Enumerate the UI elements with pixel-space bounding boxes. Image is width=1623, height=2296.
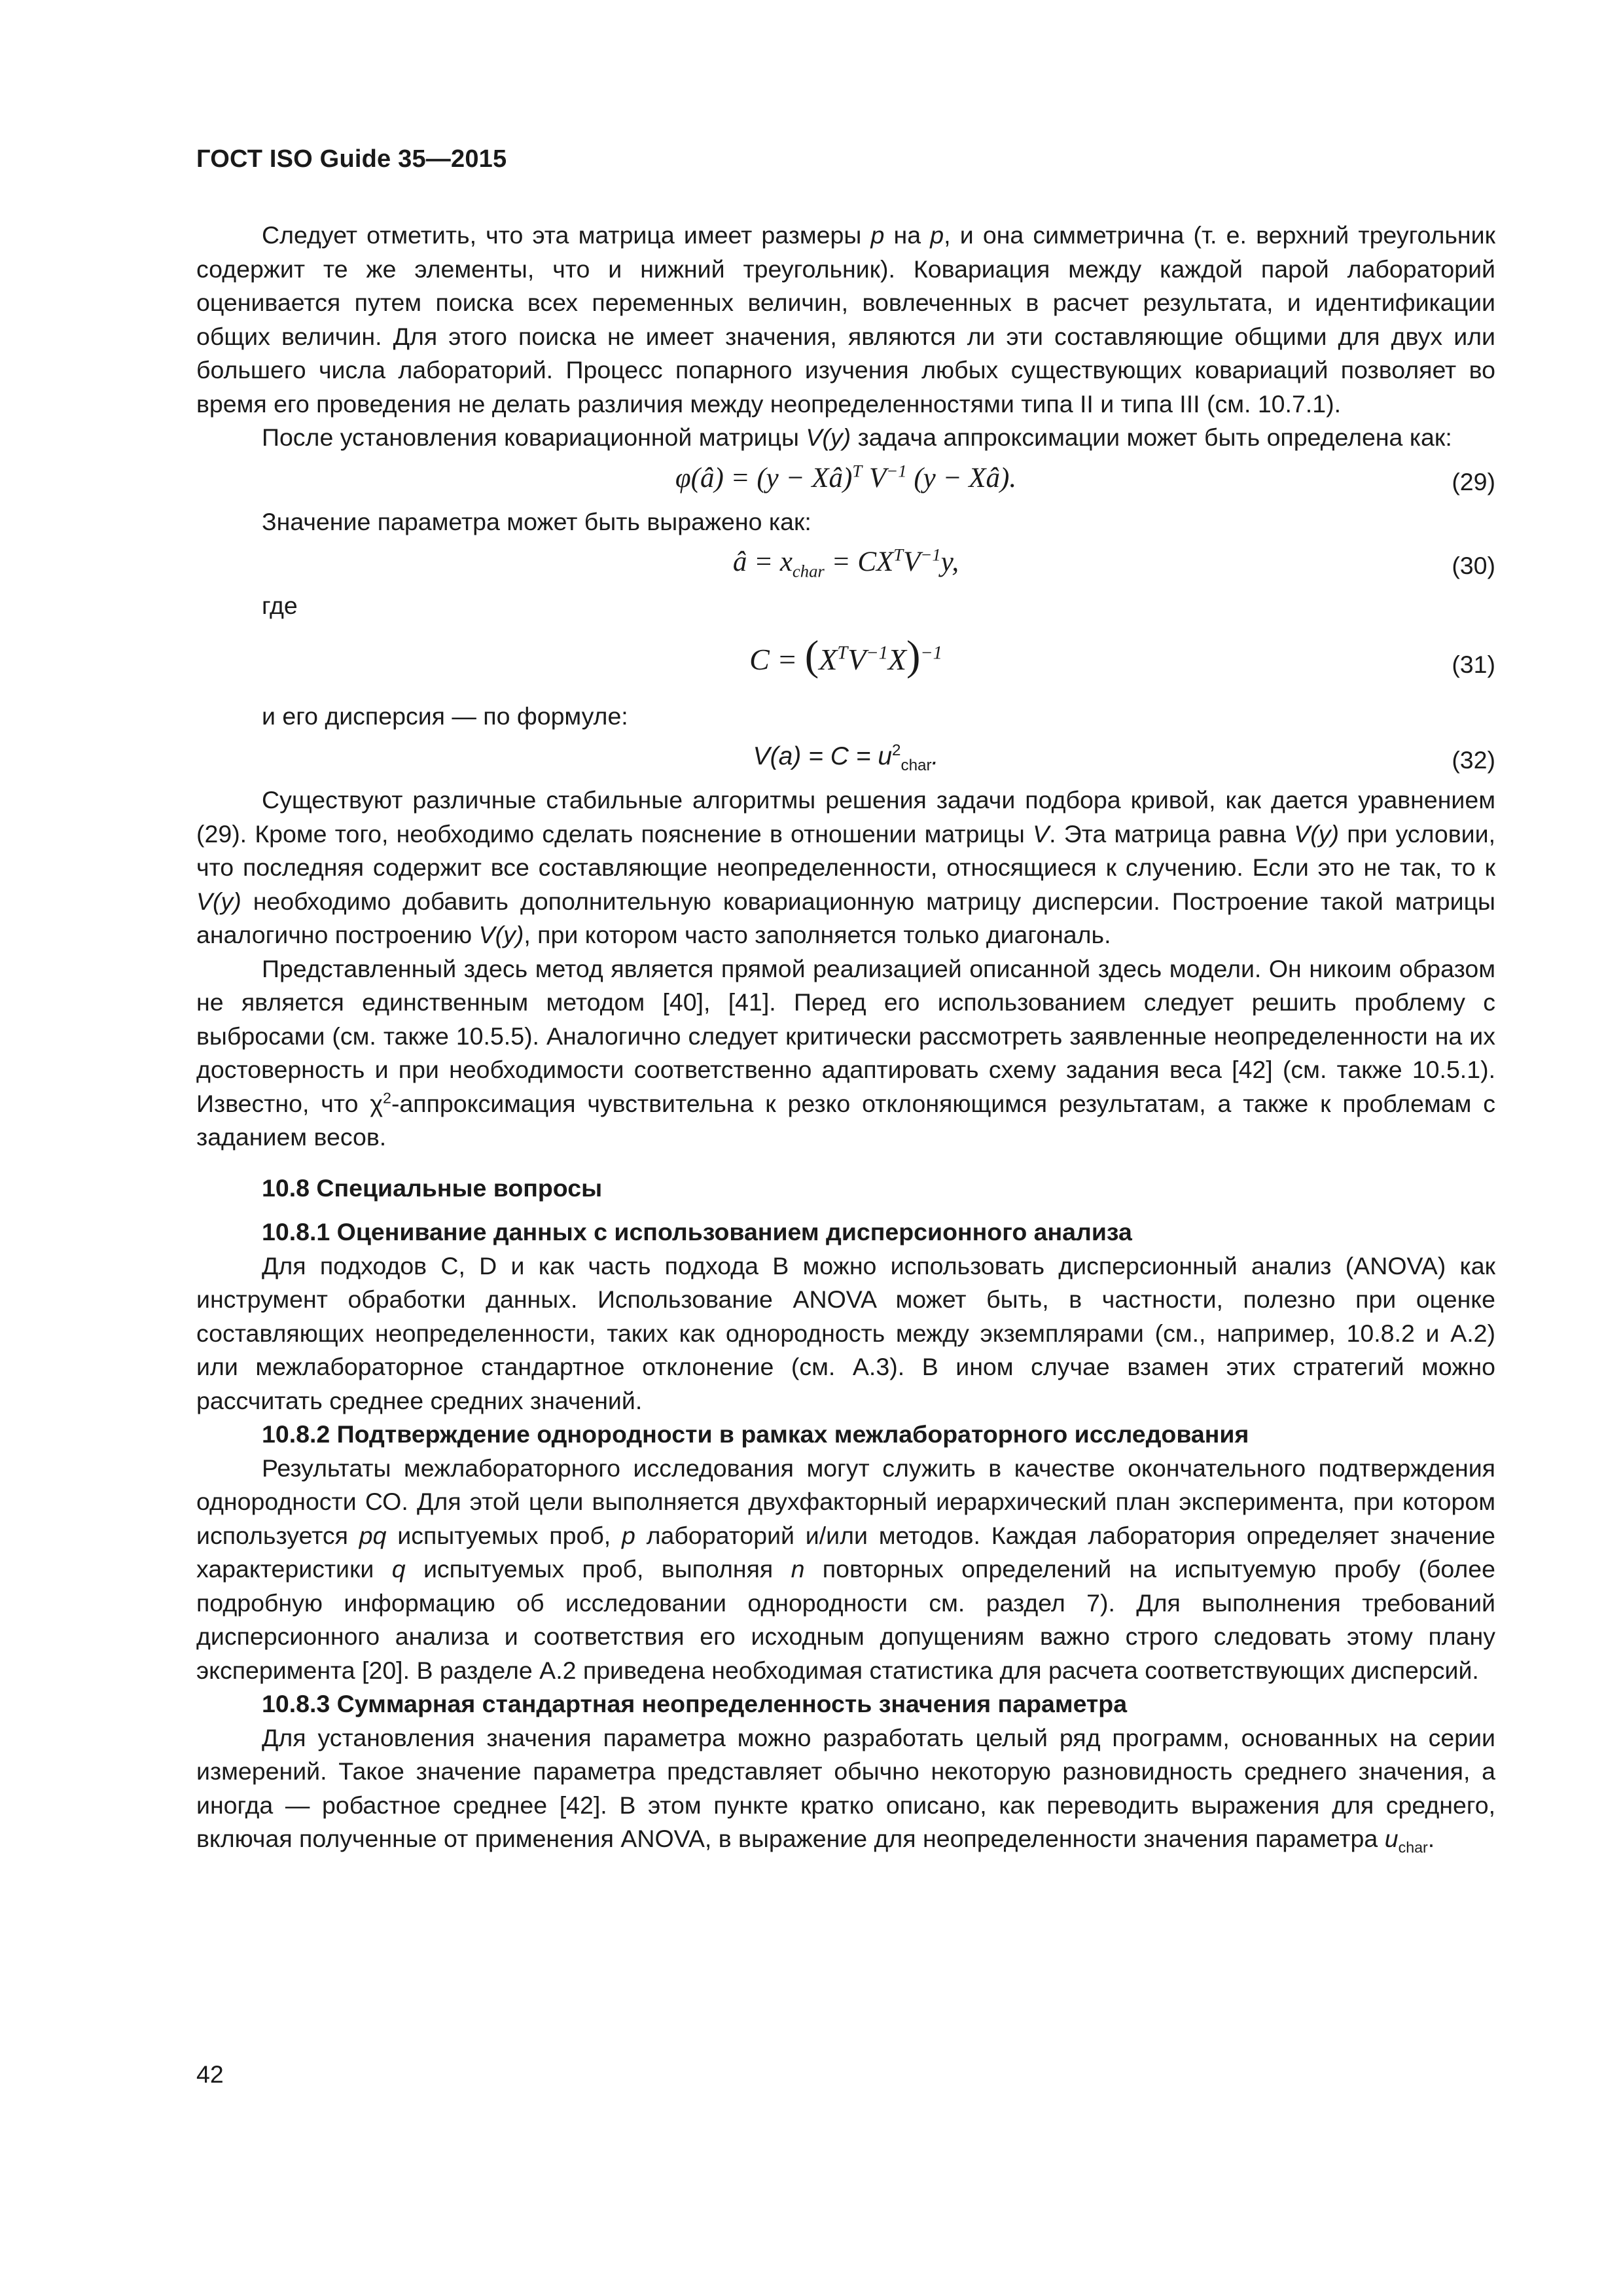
text-run: p <box>930 221 944 249</box>
eq-symbol: â <box>829 462 844 493</box>
equation-32 <box>196 733 1495 783</box>
equation-formula <box>196 545 1495 579</box>
text-run: pq <box>359 1521 387 1549</box>
text-line: и его дисперсия — по формуле: <box>262 702 628 730</box>
eq-symbol: = CX <box>824 547 894 577</box>
text-run: лабораторий и/или методов. Каждая лаборатория определяет значение характеристики <box>196 1521 1495 1583</box>
text-run: испытуемых проб, выполняя <box>405 1555 791 1583</box>
eq-superscript: −1 <box>886 461 907 481</box>
text-run: задача аппроксимации может быть определена как: <box>851 423 1452 451</box>
eq-symbol: ). <box>1000 462 1017 493</box>
text-run: Существуют различные стабильные алгоритмы решения задачи подбора кривой, как дается уравнением (29). Кроме того, необходимо сделать пояснение в отношении матрицы <box>196 786 1495 848</box>
text-run: χ <box>370 1089 383 1117</box>
text-run: . <box>1427 1825 1435 1852</box>
eq-symbol: = x <box>747 547 793 577</box>
eq-symbol: C = <box>749 642 805 676</box>
eq-symbol: y <box>766 462 779 493</box>
eq-symbol: − <box>778 462 812 493</box>
text-run: После установления ковариационной матрицы <box>262 423 806 451</box>
paragraph: Для подходов C, D и как часть подхода B можно использовать дисперсионный анализ (ANOVA) как инструмент обработки данных. Использование ANOVA может быть, в частности, полезно при оценке составляющих неопределенности, таких как однородность между экземплярами (см., например, 10.8.2 и A.2) или межлабораторное стандартное отклонение (см. A.3). В ином случае взамен этих стратегий можно рассчитать среднее средних значений. <box>196 1251 1495 1414</box>
spacer <box>196 1155 1495 1172</box>
eq-superscript: T <box>852 461 863 481</box>
text-run: q <box>391 1555 406 1583</box>
subsection-heading: 10.8.3 Суммарная стандартная неопределенность значения параметра <box>262 1690 1128 1717</box>
equation-formula: φ(â) = (y − Xâ)$^T$ $V^{-1}$ (y − Xâ). <box>675 461 1017 493</box>
equation-29 <box>196 455 1495 505</box>
eq-symbol: − <box>935 462 969 493</box>
page-number: 42 <box>196 2060 224 2088</box>
document-page <box>196 0 1495 2296</box>
eq-symbol: X <box>887 642 906 676</box>
text-run: V(y) <box>196 887 241 915</box>
text-run: V(y) <box>478 921 524 948</box>
eq-symbol: y <box>923 462 936 493</box>
equation-formula <box>196 740 1495 774</box>
paragraph <box>196 1721 1495 1856</box>
eq-symbol: y, <box>940 547 959 577</box>
text-run: , при котором часто заполняется только диагональ. <box>524 921 1111 948</box>
text-run: необходимо добавить дополнительную ковариационную матрицу дисперсии. Построение такой матрицы аналогично построению <box>196 887 1495 948</box>
section-heading: 10.8 Специальные вопросы <box>262 1174 603 1202</box>
eq-symbol: V <box>862 462 887 493</box>
paragraph <box>196 1452 1495 1688</box>
eq-superscript: −1 <box>920 643 942 664</box>
paragraph <box>196 952 1495 1155</box>
eq-symbol: V <box>847 642 866 676</box>
text-run: при условии, что последняя содержит все составляющие неопределенности, относящиеся к случению. Если это не так, то к <box>196 819 1495 881</box>
eq-symbol: ( <box>804 632 819 679</box>
eq-superscript: 2 <box>892 742 901 759</box>
eq-superscript: −1 <box>866 643 888 664</box>
text-run: V <box>1033 819 1050 848</box>
equation-number: (30) <box>1452 552 1495 579</box>
text-run: p <box>622 1521 635 1549</box>
eq-symbol: X <box>819 642 838 676</box>
eq-symbol: X <box>969 462 986 493</box>
eq-subscript: char <box>792 561 825 581</box>
text-line: где <box>262 592 298 619</box>
equation-number: (31) <box>1452 650 1495 678</box>
eq-symbol: V(a) = C = u <box>753 742 893 770</box>
eq-symbol: ( <box>906 462 923 493</box>
eq-subscript: char <box>901 756 932 774</box>
eq-symbol: X <box>812 462 829 493</box>
text-run: испытуемых проб, <box>386 1521 622 1549</box>
running-header: ГОСТ ISO Guide 35—2015 <box>196 145 507 173</box>
text-run: Следует отметить, что эта матрица имеет размеры <box>262 221 871 249</box>
body-text <box>196 219 1495 1856</box>
equation-30 <box>196 539 1495 589</box>
equation-number: (32) <box>1452 746 1495 774</box>
text-run: u <box>1384 1825 1399 1852</box>
text-run: Для установления значения параметра можно разработать целый ряд программ, основанных на серии измерений. Такое значение параметра представляет обычно некоторую разновидность среднего значения, а иногда — робастное среднее [42]. В этом пункте кратко описано, как переводить выражения для среднего, включая полученные от применения ANOVA, в выражение для неопределенности значения параметра <box>196 1723 1495 1852</box>
eq-symbol: â <box>700 462 715 493</box>
paragraph <box>196 421 1495 455</box>
spacer <box>196 1205 1495 1215</box>
eq-symbol: V <box>903 547 921 577</box>
paragraph <box>196 219 1495 421</box>
paragraph <box>196 783 1495 952</box>
subsection-heading: 10.8.2 Подтверждение однородности в рамках межлабораторного исследования <box>262 1420 1249 1448</box>
text-run: Представленный здесь метод является прямой реализацией описанной здесь модели. Он никоим образом не является единственным методом [40], [41]. Перед его использованием следует решить проблему с выбросами (см. также 10.5.5). Аналогично следует критически рассмотреть заявленные неопределенности на их достоверность и при необходимости соответственно адаптировать схему задания веса [42] (см. также 10.5.1). Известно, что <box>196 954 1495 1117</box>
text-run: p <box>870 221 885 249</box>
equation-formula <box>196 632 1495 679</box>
equation-number: (29) <box>1452 467 1495 495</box>
text-line: Значение параметра может быть выражено как: <box>262 507 812 535</box>
eq-symbol: ) <box>843 462 853 493</box>
text-run: -аппроксимация чувствительна к резко отклоняющимся результатам, а также к проблемам с заданием весов. <box>196 1089 1495 1151</box>
text-run: , и она симметрична (т. е. верхний треугольник содержит те же элементы, что и нижний треугольник). Ковариация между каждой парой лабораторий оценивается путем поиска всех переменных величин, вовлеченных в расчет результата, и идентификации общих величин. Для этого поиска не имеет значения, являются ли эти составляющие общими для двух или большего числа лабораторий. Процесс попарного изучения любых существующих ковариаций позволяет во время его проведения не делать различия между неопределенностями типа II и типа III (см. 10.7.1). <box>196 221 1495 418</box>
subscript: char <box>1398 1839 1428 1856</box>
equation-31 <box>196 623 1495 700</box>
eq-superscript: T <box>837 643 848 664</box>
eq-superscript: −1 <box>920 545 941 565</box>
text-run: V(y) <box>1294 819 1339 848</box>
eq-symbol: ) <box>906 632 921 679</box>
superscript: 2 <box>383 1089 391 1106</box>
text-run: повторных определений на испытуемую пробу (более подробную информацию об исследовании однородности см. раздел 7). Для выполнения требований дисперсионного анализа и соответствия его исходным допущениям важно строго следовать этому плану эксперимента [20]. В разделе A.2 приведена необходимая статистика для расчета соответствующих дисперсий. <box>196 1555 1495 1684</box>
text-run: n <box>791 1555 805 1583</box>
eq-symbol: â <box>732 547 747 577</box>
text-run: V(y) <box>806 423 851 451</box>
eq-superscript: T <box>893 545 904 565</box>
text-run: . Эта матрица равна <box>1049 819 1294 848</box>
text-run: на <box>884 221 931 249</box>
subsection-heading: 10.8.1 Оценивание данных с использованием дисперсионного анализа <box>262 1218 1132 1246</box>
eq-symbol: φ <box>675 462 691 493</box>
eq-symbol: ) = ( <box>714 462 766 493</box>
text-run: Результаты межлабораторного исследования могут служить в качестве окончательного подтверждения однородности СО. Для этой цели выполняется двухфакторный иерархический план эксперимента, при котором используется <box>196 1454 1495 1549</box>
eq-symbol: â <box>986 462 1001 493</box>
eq-symbol: . <box>931 742 939 770</box>
